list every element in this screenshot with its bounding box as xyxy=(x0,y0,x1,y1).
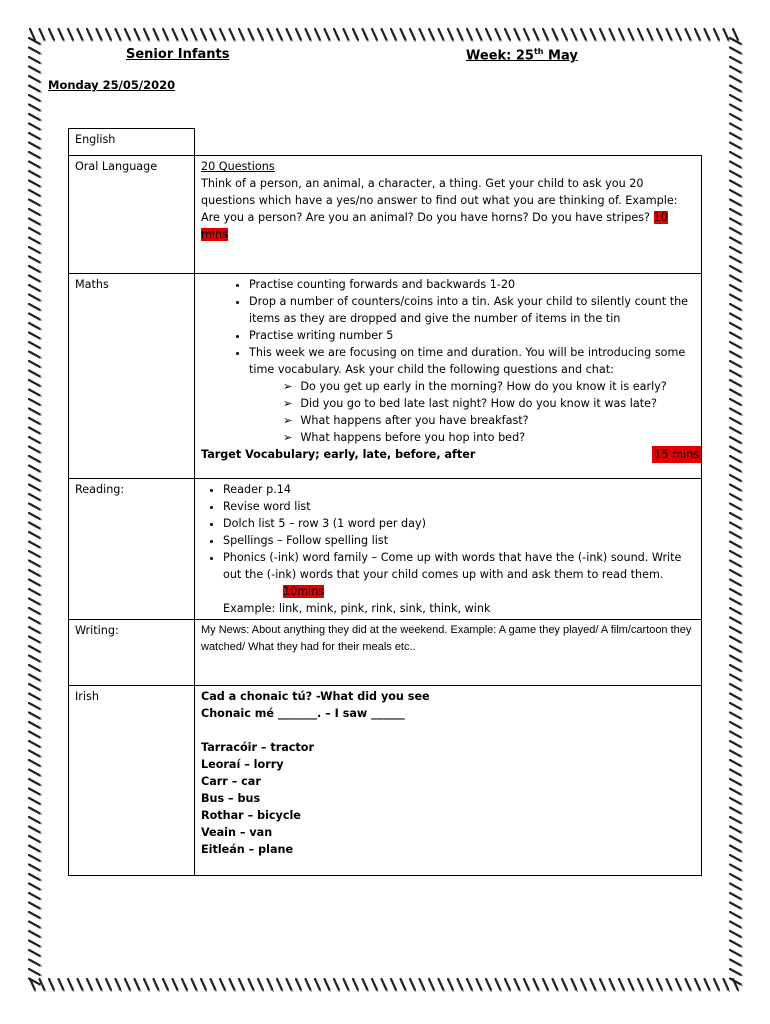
maths-target-text: Target Vocabulary; early, late, before, after xyxy=(201,448,476,461)
maths-time: 15 mins xyxy=(654,448,699,461)
lesson-plan-table xyxy=(68,128,702,876)
list-item: ➢ What happens after you have breakfast? xyxy=(301,412,695,429)
oral-time: 10 mins xyxy=(201,211,668,241)
day-title: Monday 25/05/2020 xyxy=(48,78,176,92)
list-item: • Drop a number of counters/coins into a tin. Ask your child to silently count the items as they are dropped and give the number of items in the tin xyxy=(249,293,695,327)
oral-title: 20 Questions xyxy=(201,160,275,173)
subject-writing: Writing: xyxy=(69,620,195,686)
maths-target xyxy=(201,446,701,463)
list-item: • Phonics (-ink) word family – Come up with words that have the (-ink) sound. Write out the (-ink) words that your child comes up with and ask them to read them. 10mins Example: link, mink, pink, rink, sink, think, wink xyxy=(223,549,695,617)
reading-example: Example: link, mink, pink, rink, sink, think, wink xyxy=(223,602,491,615)
irish-content xyxy=(195,686,702,876)
top-pencil-border xyxy=(28,26,742,44)
reading-time: 10mins xyxy=(283,585,325,598)
english-content xyxy=(195,129,702,156)
list-item: Eitleán – plane xyxy=(201,843,294,856)
subject-oral-language: Oral Language xyxy=(69,156,195,274)
list-item: • Practise counting forwards and backwards 1-20 xyxy=(249,276,695,293)
list-item: • Spellings – Follow spelling list xyxy=(223,532,695,549)
list-item: Bus – bus xyxy=(201,792,261,805)
table-row xyxy=(69,620,702,686)
bottom-pencil-border xyxy=(28,976,742,994)
subject-english: English xyxy=(69,129,195,156)
oral-text: Think of a person, an animal, a character, a thing. Get your child to ask you 20 questions which have a yes/no answer to find out what you are thinking of. Example: Are you a person? Are you an animal? Do you have horns? Do you have stripes? xyxy=(201,177,678,224)
class-title: Senior Infants xyxy=(126,47,230,62)
list-item: • Revise word list xyxy=(223,498,695,515)
irish-line-2: Chonaic mé _______. – I saw ______ xyxy=(201,707,405,720)
table-row xyxy=(69,156,702,274)
list-item: ➢ What happens before you hop into bed? xyxy=(301,429,695,446)
left-pencil-border xyxy=(26,36,44,986)
table-row xyxy=(69,686,702,876)
subject-reading: Reading: xyxy=(69,479,195,620)
table-row xyxy=(69,479,702,620)
maths-content xyxy=(195,274,702,479)
list-item: ➢ Do you get up early in the morning? How do you know it is early? xyxy=(301,378,695,395)
week-title: Week: 25th May xyxy=(466,47,578,64)
list-item: Rothar – bicycle xyxy=(201,809,301,822)
list-item: Carr – car xyxy=(201,775,261,788)
list-item: Tarracóir – tractor xyxy=(201,741,314,754)
writing-content: My News: About anything they did at the weekend. Example: A game they played/ A film/cartoon they watched/ What they had for their meals etc.. xyxy=(195,620,702,686)
oral-language-content xyxy=(195,156,702,274)
list-item: • Reader p.14 xyxy=(223,481,695,498)
table-row xyxy=(69,274,702,479)
subject-irish: Irish xyxy=(69,686,195,876)
list-item: • This week we are focusing on time and duration. You will be introducing some time vocabulary. Ask your child the following questions and chat: ➢ Do you get up early in the morning? How do you know it is early? ➢ Did you go to bed late last night? How do you know it was late? ➢ What happens after you have breakfast? ➢ What happens before you hop into bed? xyxy=(249,344,695,446)
irish-line-1: Cad a chonaic tú? -What did you see xyxy=(201,690,430,703)
table-row xyxy=(69,129,702,156)
right-pencil-border xyxy=(727,36,745,986)
subject-maths: Maths xyxy=(69,274,195,479)
list-item: Veain – van xyxy=(201,826,273,839)
list-item: Leoraí – lorry xyxy=(201,758,284,771)
reading-content xyxy=(195,479,702,620)
list-item: • Practise writing number 5 xyxy=(249,327,695,344)
list-item: • Dolch list 5 – row 3 (1 word per day) xyxy=(223,515,695,532)
list-item: ➢ Did you go to bed late last night? How do you know it was late? xyxy=(301,395,695,412)
